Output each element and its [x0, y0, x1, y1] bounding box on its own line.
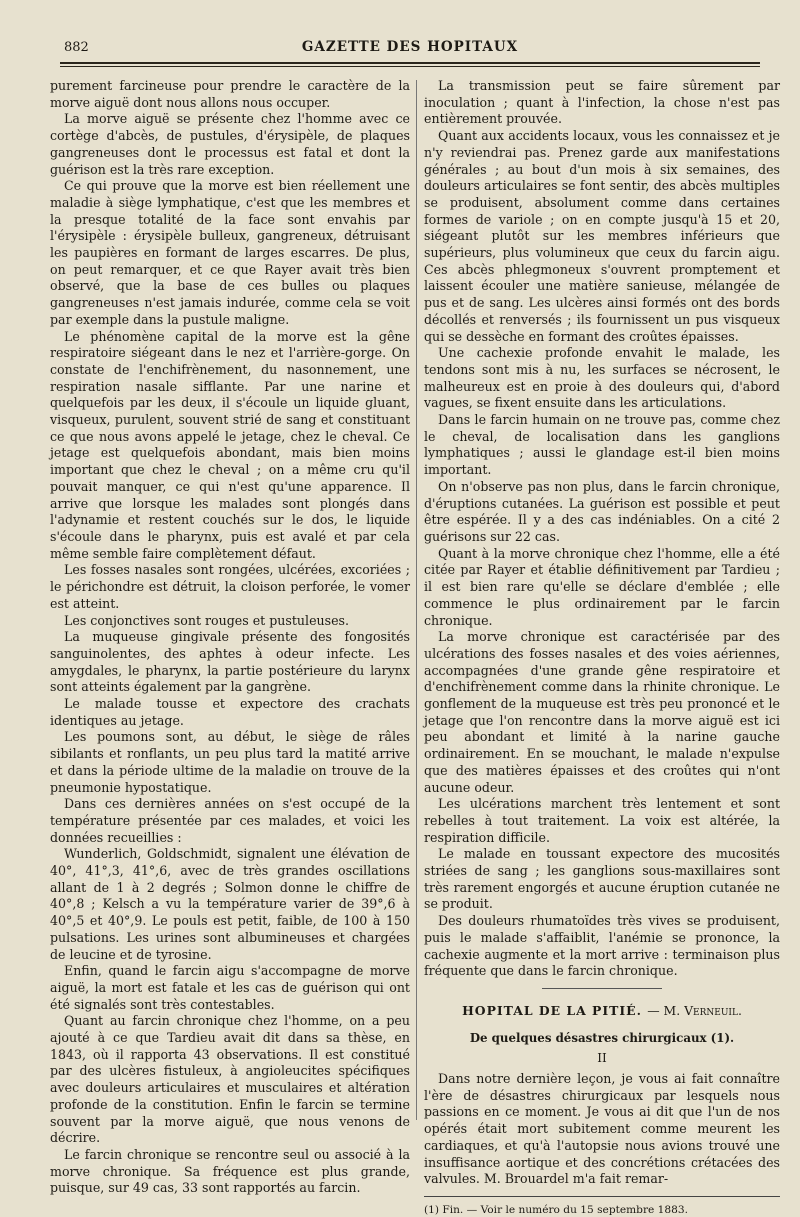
chief-name: — M. Verneuil. — [647, 1002, 742, 1018]
left-column — [50, 78, 410, 1197]
paragraph: Quant au farcin chronique chez l'homme, on a peu ajouté à ce que Tardieu avait dit dans sa thèse, en 1843, où il rapporta 43 observations. Il est constitué par des ulcères fistuleux, à angioleucites spécifiques avec douleurs articulaires et musculaires et altération profonde de la constitution. Enfin le farcin se termine souvent par la morve aiguë, que nous venons de décrire. — [50, 1013, 410, 1146]
running-title: GAZETTE DES HOPITAUX — [301, 39, 519, 55]
paragraph: Ce qui prouve que la morve est bien réellement une maladie à siège lymphatique, c'est que les membres et la presque totalité de la face sont envahis par l'érysipèle : érysipèle bulleux, gangreneux, détruisant les paupières en formant de larges escarres. De plus, on peut remarquer, et ce que Rayer avait très bien observé, que la base de ces bulles ou plaques gangreneuses n'est jamais indurée, comme cela se voit par exemple dans la pustule maligne. — [50, 178, 410, 327]
paragraph: Le malade tousse et expectore des crachats identiques au jetage. — [50, 696, 410, 728]
paragraph: La morve chronique est caractérisée par des ulcérations des fosses nasales et des voies aériennes, accompagnées d'une grande gêne respiratoire et d'enchifrènement comme dans la rhinite chronique. Le gonflement de la muqueuse est très peu prononcé et le jetage que l'on rencontre dans la morve aiguë est ici peu abondant et limité à la narine gauche ordinairement. En se mouchant, le malade n'expulse que des matières épaisses et des croûtes qui n'ont aucune odeur. — [424, 629, 780, 795]
header-rule-thick — [60, 62, 760, 64]
right-column — [424, 78, 780, 1217]
paragraph: Le phénomène capital de la morve est la gêne respiratoire siégeant dans le nez et l'arrière-gorge. On constate de l'enchifrènement, du nasonnement, une respiration nasale sifflante. Par une narine et quelquefois par les deux, il s'écoule un liquide gluant, visqueux, purulent, souvent strié de sang et constituant ce que nous avons appelé le jetage, chez le cheval. Ce jetage est quelquefois abondant, mais bien moins important que chez le cheval ; on a même cru qu'il pouvait manquer, ce qui n'est qu'une apparence. Il arrive que lorsque les malades sont plongés dans l'adynamie et restent couchés sur le dos, le liquide s'écoule dans le pharynx, puis est avalé et par cela même semble faire complètement défaut. — [50, 328, 410, 561]
header-rule-thin — [60, 66, 760, 67]
paragraph: Dans ces dernières années on s'est occupé de la température présentée par ces malades, et voici les données recueillies : — [50, 796, 410, 845]
footnote: (1) Fin. — Voir le numéro du 15 septembre 1883. — [424, 1204, 688, 1216]
paragraph: Les fosses nasales sont rongées, ulcérées, excoriées ; le périchondre est détruit, la cloison perforée, le vomer est atteint. — [50, 562, 410, 611]
paragraph: Les conjonctives sont rouges et pustuleuses. — [64, 612, 350, 628]
paragraph: La morve aiguë se présente chez l'homme avec ce cortège d'abcès, de pustules, d'érysipèle, de plaques gangreneuses dont le processus est fatal et dont la guérison est la très rare exception. — [50, 111, 410, 177]
paragraph: On n'observe pas non plus, dans le farcin chronique, d'éruptions cutanées. La guérison est possible et peut être espérée. Il y a des cas indéniables. On a cité 2 guérisons sur 22 cas. — [424, 478, 780, 544]
paragraph: Quant à la morve chronique chez l'homme, elle a été citée par Rayer et établie définitivement par Tardieu ; il est bien rare qu'elle se déclare d'emblée ; elle commence le plus ordinairement par le farcin chronique. — [424, 545, 780, 628]
column-separator — [416, 80, 417, 1120]
footnote-rule — [424, 1196, 780, 1197]
section-number: II — [597, 1051, 607, 1066]
paragraph: Les poumons sont, au début, le siège de râles sibilants et ronflants, un peu plus tard la matité arrive et dans la période ultime de la maladie on trouve de la pneumonie hypostatique. — [50, 729, 410, 795]
paragraph: Les ulcérations marchent très lentement et sont rebelles à tout traitement. La voix est altérée, la respiration difficile. — [424, 796, 780, 845]
paragraph: purement farcineuse pour prendre le caractère de la morve aiguë dont nous allons nous occuper. — [50, 78, 410, 110]
paragraph: Le farcin chronique se rencontre seul ou associé à la morve chronique. Sa fréquence est plus grande, puisque, sur 49 cas, 33 sont rapportés au farcin. — [50, 1147, 410, 1196]
paragraph: Wunderlich, Goldschmidt, signalent une élévation de 40°, 41°,3, 41°,6, avec de très grandes oscillations allant de 1 à 2 degrés ; Solmon donne le chiffre de 40°,8 ; Kelsch a vu la température varier de 39°,6 à 40°,5 et 40°,9. Le pouls est petit, faible, de 100 à 150 pulsations. Les urines sont albumineuses et chargées de leucine et de tyrosine. — [50, 846, 410, 962]
article-title: De quelques désastres chirurgicaux (1). — [469, 1030, 735, 1045]
paragraph: Quant aux accidents locaux, vous les connaissez et je n'y reviendrai pas. Prenez garde aux manifestations générales ; au bout d'un mois à six semaines, des douleurs articulaires se font sentir, des abcès multiples se produisent, absolument comme dans certaines formes de variole ; on en compte jusqu'à 15 et 20, siégeant plutôt sur les membres inférieurs que supérieurs, plus volumineux que ceux du farcin aigu. Ces abcès phlegmoneux s'ouvrent promptement et laissent écouler une matière sanieuse, mélangée de pus et de sang. Les ulcères ainsi formés ont des bords décollés et renversés ; ils fournissent un pus visqueux qui se dessèche en formant des croûtes épaisses. — [424, 128, 780, 344]
paragraph: Des douleurs rhumatoïdes très vives se produisent, puis le malade s'affaiblit, l'anémie se prononce, la cachexie augmente et la mort arrive : terminaison plus fréquente que dans le farcin chronique. — [424, 913, 780, 979]
paragraph: Dans le farcin humain on ne trouve pas, comme chez le cheval, de localisation dans les ganglions lymphatiques ; aussi le glandage est-il bien moins important. — [424, 412, 780, 478]
article-paragraph: Dans notre dernière leçon, je vous ai fait connaître l'ère de désastres chirurgicaux par lesquels nous passions en ce moment. Je vous ai dit que l'un de nos opérés était mort subitement comme meurent les cardiaques, et qu'à l'autopsie nous avions trouvé une insuffisance aortique et des concrétions crétacées des valvules. M. Brouardel m'a fait remar- — [424, 1071, 780, 1187]
running-header — [60, 36, 760, 56]
hospital-heading — [424, 1003, 780, 1020]
paragraph: Enfin, quand le farcin aigu s'accompagne de morve aiguë, la mort est fatale et les cas de guérison qui ont été signalés sont très contestables. — [50, 963, 410, 1012]
page-number: 882 — [64, 40, 89, 55]
paragraph: La muqueuse gingivale présente des fongosités sanguinolentes, des aphtes à odeur infecte. Les amygdales, le pharynx, la partie postérieure du larynx sont atteints également par la gangrène. — [50, 629, 410, 695]
section-divider — [542, 988, 662, 989]
paragraph: Le malade en toussant expectore des mucosités striées de sang ; les ganglions sous-maxillaires sont très rarement engorgés et aucune éruption cutanée ne se produit. — [424, 846, 780, 912]
paragraph: La transmission peut se faire sûrement par inoculation ; quant à l'infection, la chose n'est pas entièrement prouvée. — [424, 78, 780, 127]
paragraph: Une cachexie profonde envahit le malade, les tendons sont mis à nu, les surfaces se nécrosent, le malheureux est en proie à des douleurs qui, d'abord vagues, se fixent ensuite dans les articulations. — [424, 345, 780, 411]
hospital-name: HOPITAL DE LA PITIÉ. — [462, 1002, 642, 1018]
